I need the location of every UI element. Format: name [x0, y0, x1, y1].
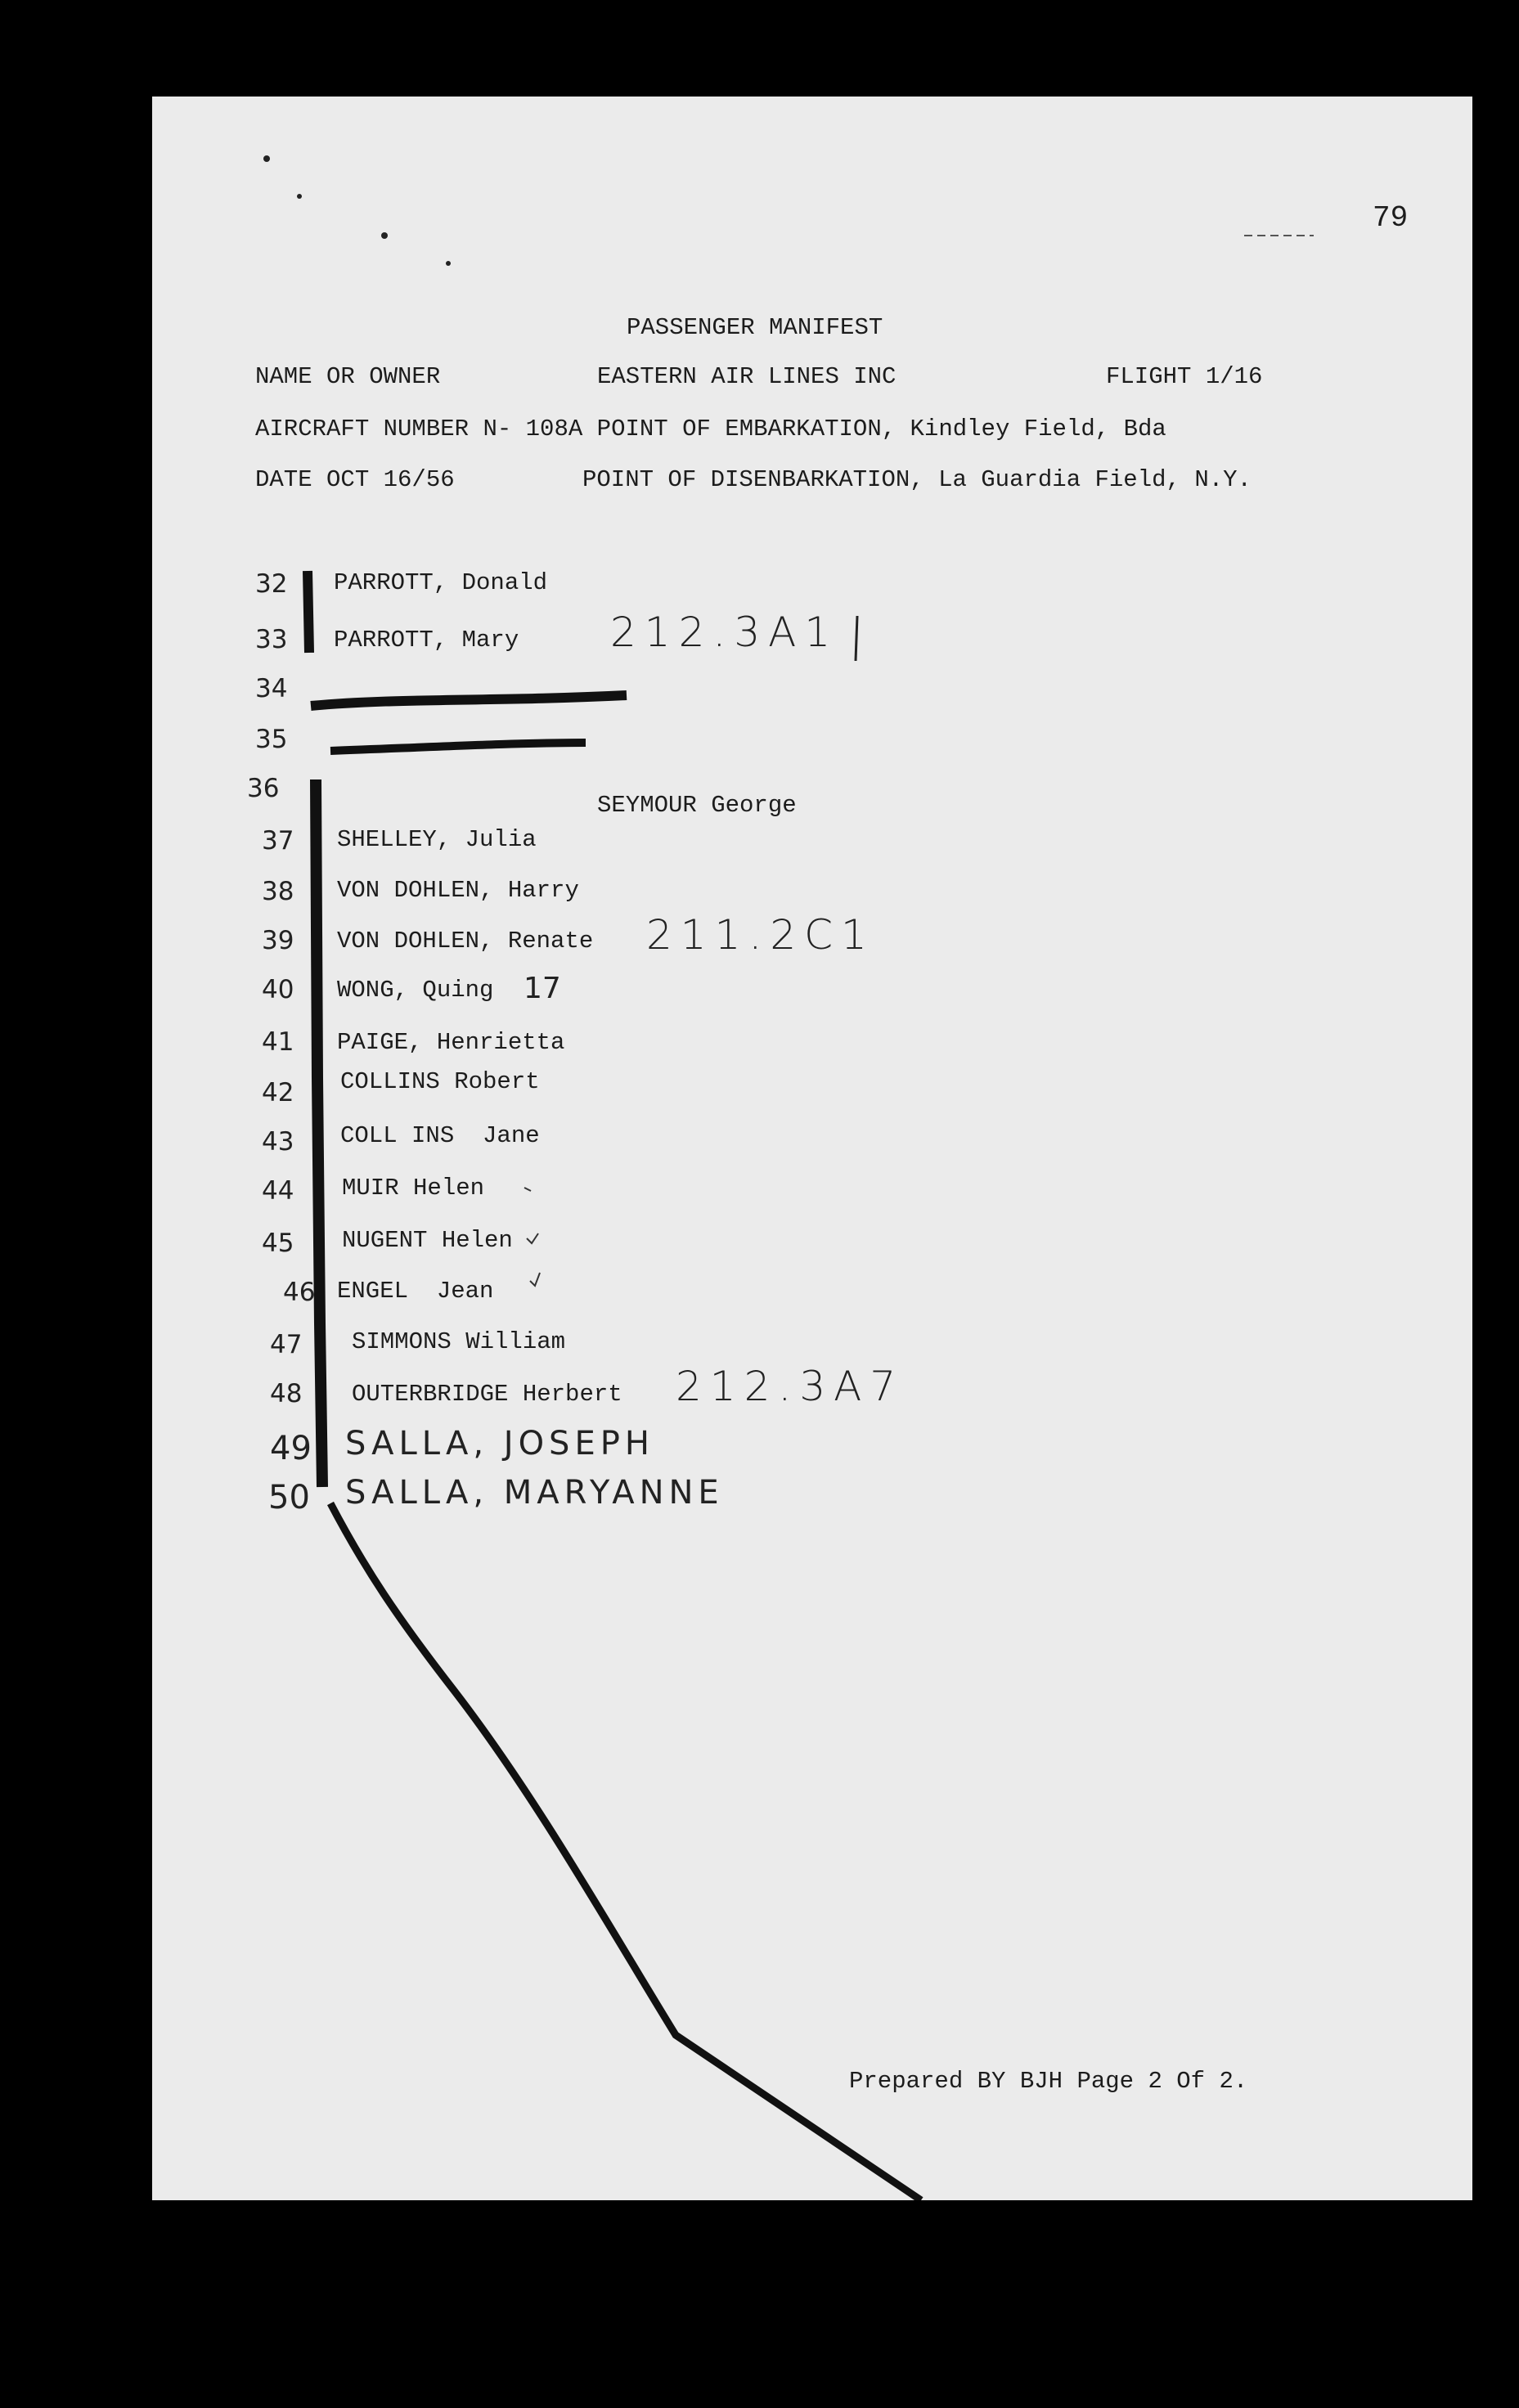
passenger-name: SHELLEY, Julia	[337, 826, 537, 853]
row-number: 48	[270, 1379, 303, 1408]
row-number: 40	[262, 975, 294, 1004]
passenger-name: ENGEL Jean	[337, 1278, 494, 1305]
passenger-name: MUIR Helen	[342, 1175, 485, 1202]
row-number: 45	[262, 1229, 294, 1258]
row-number: 43	[262, 1127, 294, 1157]
row-number: 35	[255, 725, 288, 754]
bracket-36-50	[316, 779, 322, 1487]
row-number: 49	[270, 1430, 312, 1467]
aircraft-embarkation-line: AIRCRAFT NUMBER N- 108A POINT OF EMBARKATION, Kindley Field, Bda	[255, 416, 1166, 443]
flight-number: FLIGHT 1/16	[1106, 363, 1263, 390]
passenger-name: SALLA, MARYANNE	[345, 1474, 724, 1512]
page-number: 79	[1373, 201, 1409, 235]
passenger-name: OUTERBRIDGE Herbert	[352, 1381, 622, 1408]
passenger-name: PARROTT, Donald	[334, 569, 548, 596]
passenger-name: VON DOHLEN, Renate	[337, 928, 594, 955]
check-mark-44	[524, 1188, 531, 1191]
bracket-32-33	[308, 571, 309, 653]
check-mark-45	[527, 1233, 538, 1243]
handwritten-note: 212.3A7	[676, 1363, 905, 1410]
passenger-name: COLLINS Robert	[340, 1068, 540, 1095]
handwritten-note: 211.2C1	[646, 911, 875, 959]
passenger-name: VON DOHLEN, Harry	[337, 877, 579, 904]
date-line: DATE OCT 16/56	[255, 466, 455, 493]
row-number: 39	[262, 926, 294, 955]
row-number: 33	[255, 625, 288, 654]
passenger-name: SALLA, JOSEPH	[345, 1425, 654, 1462]
row-number: 44	[262, 1176, 294, 1206]
row-number: 32	[255, 569, 288, 599]
passenger-name: PAIGE, Henrietta	[337, 1029, 565, 1056]
passenger-name: SEYMOUR George	[597, 792, 797, 819]
handwritten-note: 212.3A1	[610, 609, 839, 656]
row-number: 37	[262, 826, 294, 856]
row-number: 36	[247, 774, 280, 803]
passenger-name: COLL INS Jane	[340, 1122, 540, 1149]
row-number: 50	[268, 1479, 310, 1516]
speck	[381, 232, 388, 239]
diagonal-cancel-line	[330, 1503, 921, 2200]
speck	[263, 155, 270, 162]
passenger-name: PARROTT, Mary	[334, 627, 519, 654]
owner-label: NAME OR OWNER	[255, 363, 441, 390]
page-title: PASSENGER MANIFEST	[627, 314, 883, 341]
prepared-by-footer: Prepared BY BJH Page 2 Of 2.	[849, 2068, 1248, 2095]
row-number: 34	[255, 674, 288, 703]
strike-line-34	[311, 695, 627, 706]
speck	[297, 194, 302, 199]
manifest-page	[152, 97, 1472, 2200]
row-number: 38	[262, 877, 294, 906]
passenger-name: WONG, Quing	[337, 977, 494, 1004]
check-mark-46	[530, 1273, 540, 1286]
speck	[446, 261, 451, 266]
passenger-name: NUGENT Helen	[342, 1227, 513, 1254]
row-number: 46	[283, 1278, 316, 1307]
strike-line-35	[330, 743, 586, 751]
row-number: 41	[262, 1027, 294, 1057]
handwritten-note: 17	[524, 972, 561, 1005]
tick-mark	[856, 616, 857, 661]
passenger-name: SIMMONS William	[352, 1328, 566, 1355]
owner-value: EASTERN AIR LINES INC	[597, 363, 897, 390]
row-number: 47	[270, 1330, 303, 1359]
disembarkation-line: POINT OF DISENBARKATION, La Guardia Field, N.Y.	[582, 466, 1252, 493]
row-number: 42	[262, 1078, 294, 1107]
